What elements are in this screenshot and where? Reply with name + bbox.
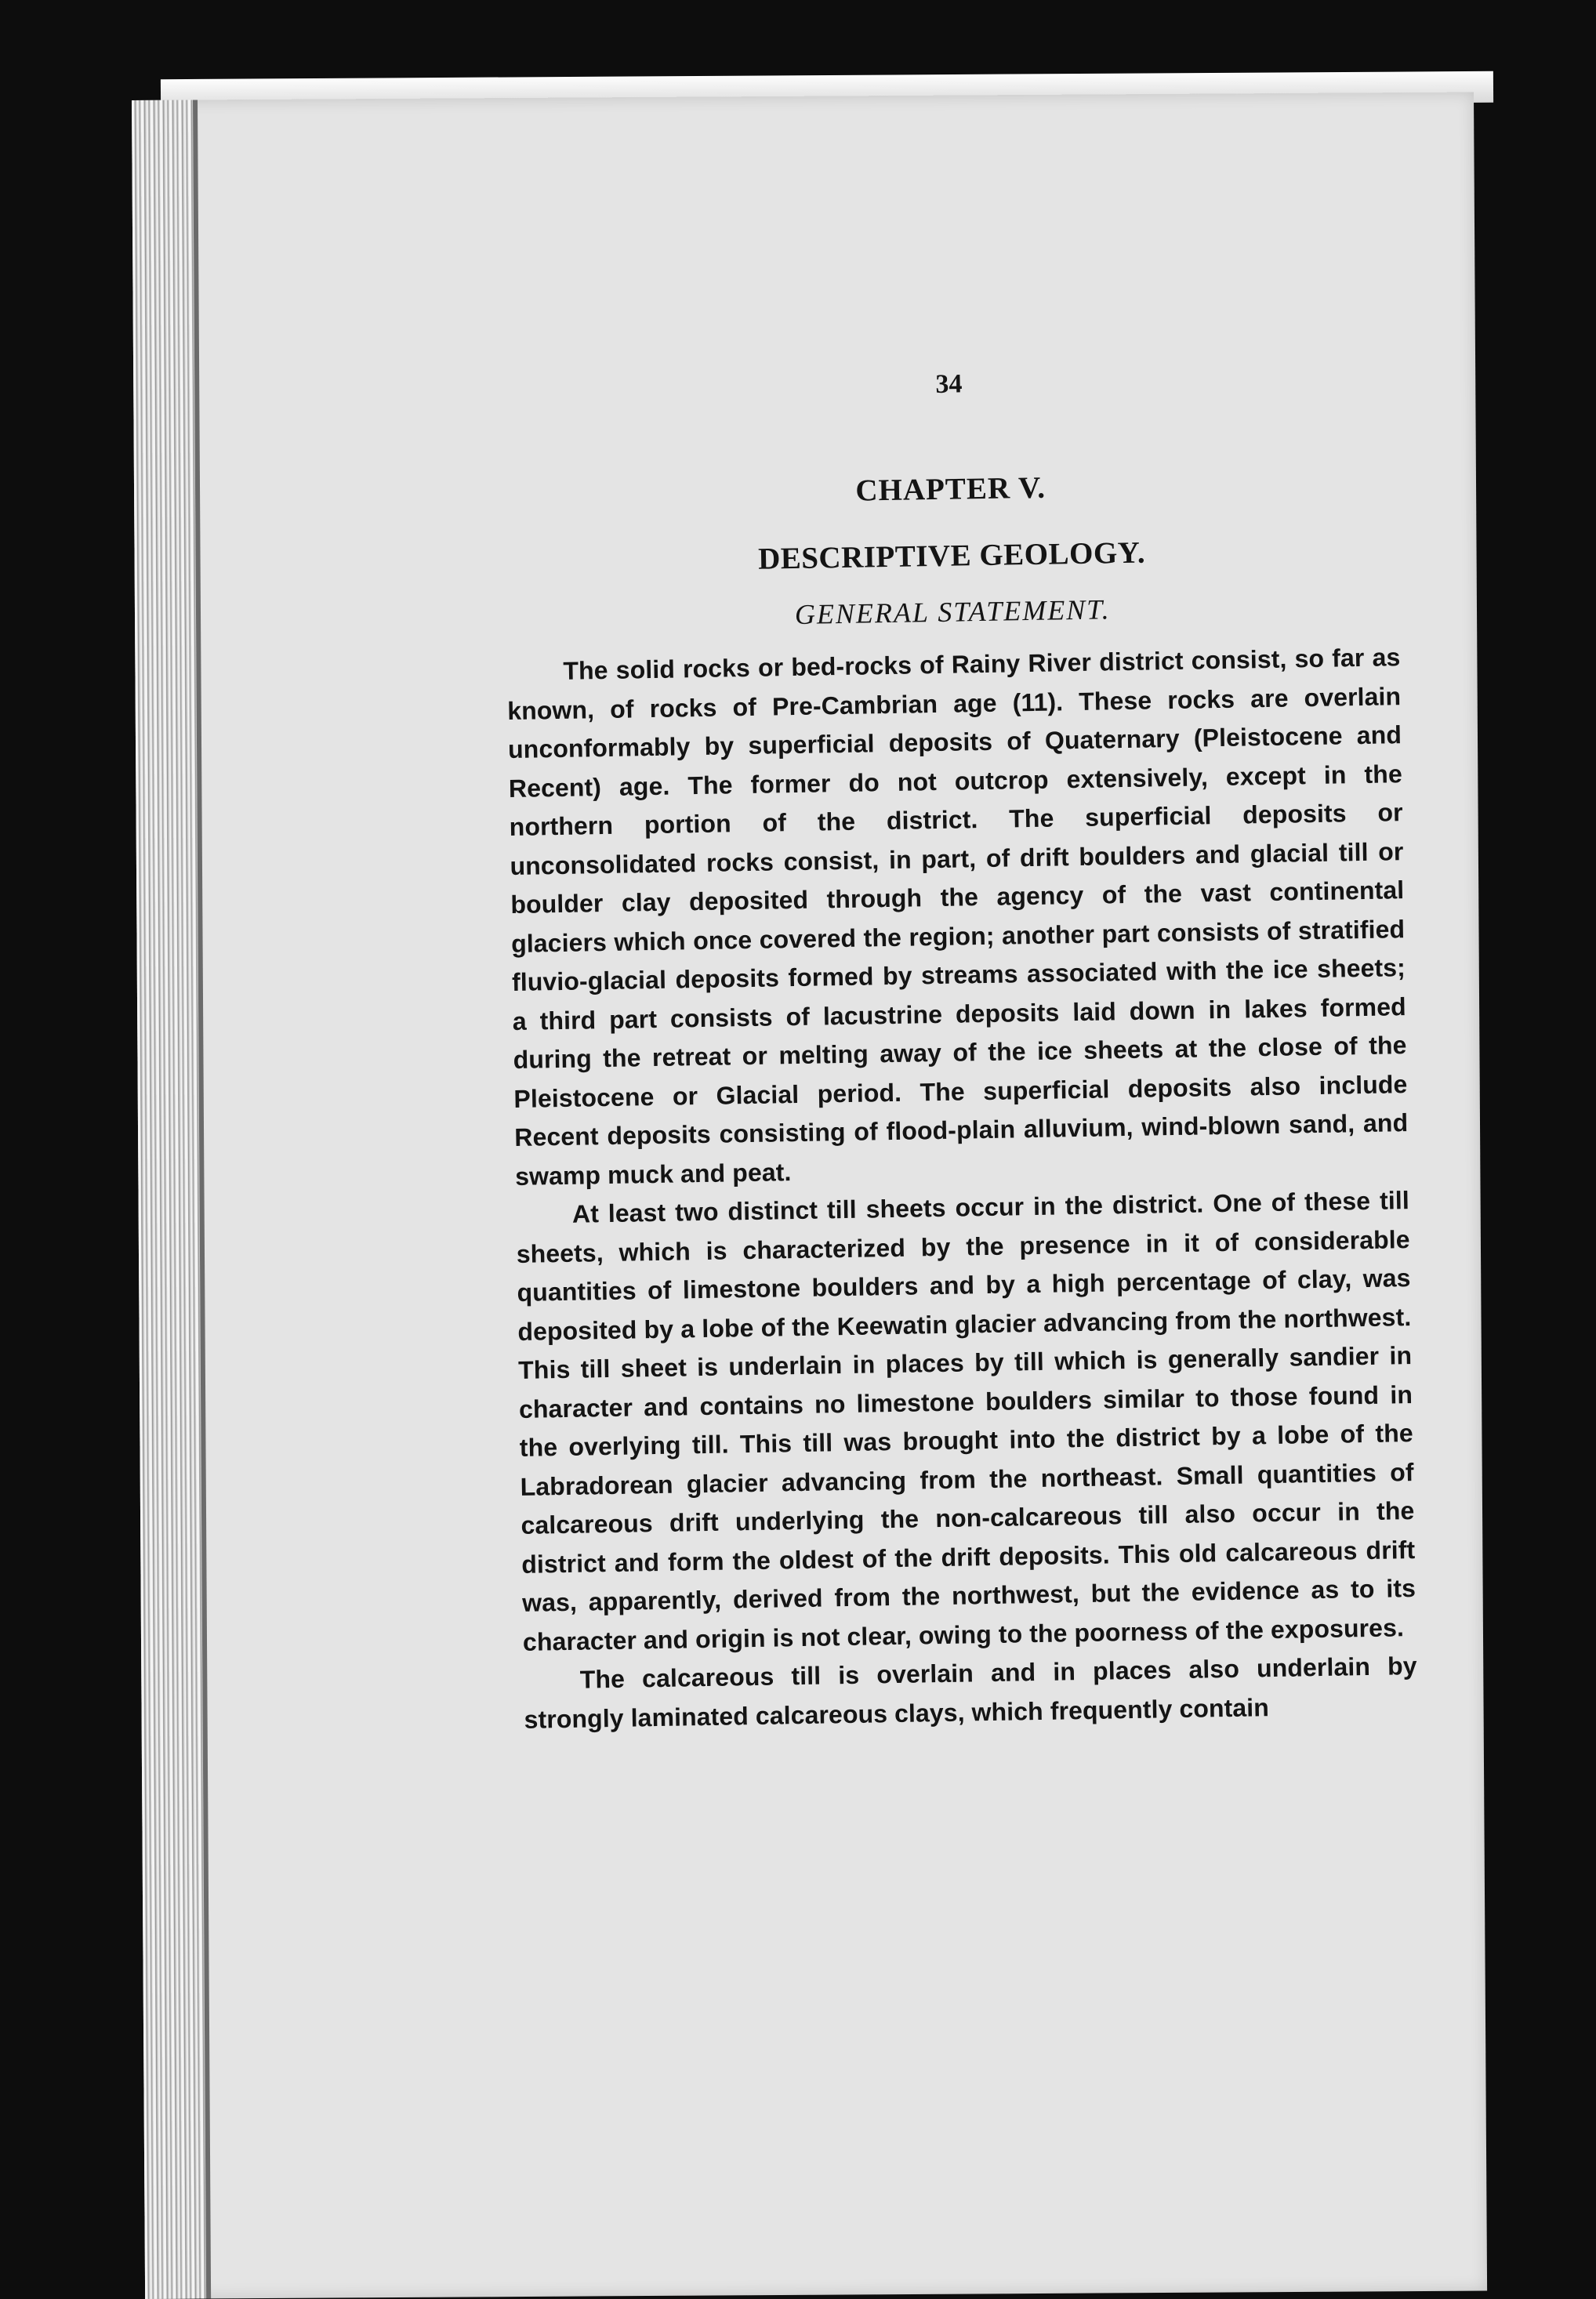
section-subtitle: GENERAL STATEMENT. xyxy=(794,593,1111,630)
paragraph-1: The solid rocks or bed-rocks of Rainy River district consist, so far as known, of rocks of Pre-Cambrian age (11). These rocks are overlain unconformably by superficial deposits of Quaternary (Pleistocene and Recent) age. The former do not outcrop extensively, except in the northern portion of the district. The superficial deposits or unconsolidated rocks consist, in part, of drift boulders and glacial till or boulder clay deposited through the agency of the vast continental glaciers which once covered the region; another part consists of stratified fluvio-glacial deposits formed by streams associated with the ice sheets; a third part consists of lacustrine deposits laid down in lakes formed during the retreat or melting away of the ice sheets at the close of the Pleistocene or Glacial period. The superficial deposits also include Recent deposits consisting of flood-plain alluvium, wind-blown sand, and swamp muck and peat. xyxy=(506,643,1409,1191)
chapter-heading: CHAPTER V. xyxy=(855,470,1046,508)
paragraph-2: At least two distinct till sheets occur in the district. One of these till sheets, which is characterized by the presence in it of considerable quantities of limestone boulders and by a high percentage of clay, was deposited by a lobe of the Keewatin glacier advancing from the northwest. This till sheet is underlain in places by till which is generally sandier in character and contains no limestone boulders similar to those found in the overlying till. This till was brought into the district by a lobe of the Labradorean glacier advancing from the northeast. Small quantities of calcareous drift underlying the non-calcareous till also occur in the district and form the oldest of the drift deposits. This old calcareous drift was, apparently, derived from the northwest, but the evidence as to its character and origin is not clear, owing to the poorness of the exposures. xyxy=(516,1186,1416,1656)
paragraph-3: The calcareous till is overlain and in places also underlain by strongly laminated calcareous clays, which frequently contain xyxy=(524,1651,1417,1734)
page-stack-edge xyxy=(132,100,206,2299)
book-page xyxy=(132,92,1487,2299)
page-number: 34 xyxy=(935,369,963,399)
page-text-block xyxy=(502,357,1418,1739)
section-title: DESCRIPTIVE GEOLOGY. xyxy=(757,535,1146,576)
